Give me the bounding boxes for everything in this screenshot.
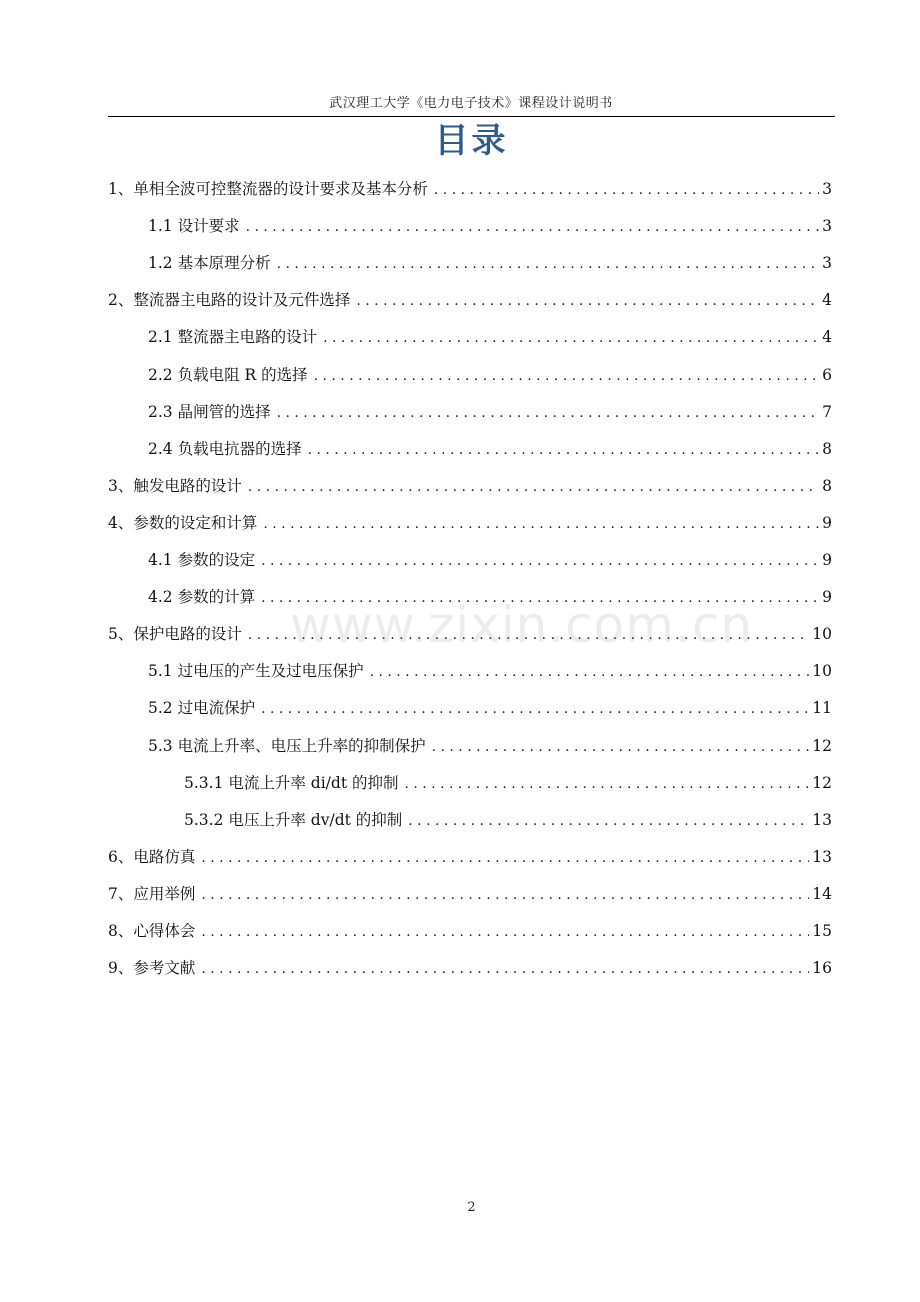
toc-entry[interactable] bbox=[148, 658, 832, 684]
toc-entry[interactable] bbox=[148, 324, 832, 350]
toc-entry-page: 12 bbox=[812, 736, 832, 755]
dot-leader bbox=[201, 882, 809, 908]
toc-entry-page: 13 bbox=[812, 810, 832, 829]
toc-entry-page: 3 bbox=[822, 180, 832, 198]
toc-entry-page: 11 bbox=[812, 699, 832, 718]
toc-entry[interactable] bbox=[108, 844, 832, 870]
toc-entry-page: 8 bbox=[822, 476, 832, 495]
toc-entry-label: 6、电路仿真 bbox=[108, 847, 196, 866]
toc-entry-page: 6 bbox=[822, 365, 832, 384]
toc-entry-page: 13 bbox=[812, 847, 832, 866]
dot-leader bbox=[248, 622, 809, 648]
dot-leader bbox=[248, 474, 819, 500]
toc-entry-page: 8 bbox=[822, 439, 832, 458]
dot-leader bbox=[404, 771, 809, 797]
toc-entry-page: 7 bbox=[822, 402, 832, 421]
dot-leader bbox=[408, 808, 809, 834]
dot-leader bbox=[323, 325, 819, 351]
dot-leader bbox=[277, 400, 820, 426]
toc-entry[interactable] bbox=[148, 695, 832, 721]
toc-entry-label: 4.2 参数的计算 bbox=[148, 588, 256, 607]
toc-entry-label: 8、心得体会 bbox=[108, 922, 196, 940]
toc-entry-label: 9、参考文献 bbox=[108, 959, 196, 978]
toc-title: 目录 bbox=[434, 121, 509, 161]
toc-entry[interactable] bbox=[148, 250, 832, 276]
toc-entry-page: 3 bbox=[822, 254, 832, 273]
dot-leader bbox=[201, 845, 809, 871]
toc-entry-label: 7、应用举例 bbox=[108, 884, 196, 903]
toc-entry-page: 9 bbox=[822, 513, 832, 532]
toc-entry[interactable] bbox=[108, 881, 832, 907]
toc-entry-page: 10 bbox=[812, 625, 832, 644]
dot-leader bbox=[201, 919, 809, 945]
toc-entry-label: 5.3.1 电流上升率 di/dt 的抑制 bbox=[184, 773, 399, 792]
dot-leader bbox=[356, 288, 819, 314]
toc-entry[interactable] bbox=[108, 621, 832, 647]
toc-entry-label: 2.2 负载电阻 R 的选择 bbox=[148, 365, 308, 384]
dot-leader bbox=[370, 659, 810, 685]
dot-leader bbox=[314, 363, 820, 389]
toc-entry-label: 5.2 过电流保护 bbox=[148, 699, 256, 718]
toc-entry-label: 1.1 设计要求 bbox=[148, 217, 240, 236]
toc-entry-page: 10 bbox=[812, 662, 832, 681]
toc-entry[interactable] bbox=[108, 176, 832, 202]
toc-entry-label: 5、保护电路的设计 bbox=[108, 625, 242, 644]
toc-entry-label: 3、触发电路的设计 bbox=[108, 476, 242, 495]
toc-entry-label: 2、整流器主电路的设计及元件选择 bbox=[108, 291, 351, 310]
toc-entry-label: 2.1 整流器主电路的设计 bbox=[148, 328, 318, 347]
dot-leader bbox=[261, 585, 819, 611]
toc-entry[interactable] bbox=[148, 547, 832, 573]
watermark: www.zixin.com.cn bbox=[290, 596, 754, 654]
toc-entry[interactable] bbox=[148, 362, 832, 388]
toc-entry-label: 1.2 基本原理分析 bbox=[148, 254, 271, 273]
toc-entry-label: 1、单相全波可控整流器的设计要求及基本分析 bbox=[108, 180, 428, 198]
dot-leader bbox=[246, 214, 820, 240]
running-header: 武汉理工大学《电力电子技术》课程设计说明书 bbox=[329, 96, 613, 111]
toc-entry-label: 5.1 过电压的产生及过电压保护 bbox=[148, 662, 364, 681]
dot-leader bbox=[263, 511, 819, 537]
toc-entry[interactable] bbox=[184, 807, 832, 833]
dot-leader bbox=[308, 437, 820, 463]
toc-entry[interactable] bbox=[148, 399, 832, 425]
toc-entry-page: 14 bbox=[812, 884, 832, 903]
toc-entry-label: 2.4 负载电抗器的选择 bbox=[148, 439, 302, 458]
dot-leader bbox=[432, 734, 810, 760]
toc-entry[interactable] bbox=[148, 733, 832, 759]
toc-entry-label: 2.3 晶闸管的选择 bbox=[148, 402, 271, 421]
toc-entry[interactable] bbox=[148, 436, 832, 462]
toc-entry[interactable] bbox=[108, 287, 832, 313]
toc-entry-page: 9 bbox=[822, 551, 832, 569]
toc-entry-page: 4 bbox=[822, 291, 832, 310]
toc-entry-label: 4.1 参数的设定 bbox=[148, 551, 256, 569]
dot-leader bbox=[434, 177, 819, 203]
dot-leader bbox=[261, 696, 809, 722]
toc-entry-page: 9 bbox=[822, 588, 832, 607]
toc-entry[interactable] bbox=[108, 510, 832, 536]
header-rule bbox=[108, 116, 835, 117]
toc-entry[interactable] bbox=[184, 770, 832, 796]
toc-entry-page: 15 bbox=[812, 922, 832, 940]
toc-entry[interactable] bbox=[148, 584, 832, 610]
toc-entry-label: 5.3.2 电压上升率 dv/dt 的抑制 bbox=[184, 810, 403, 829]
dot-leader bbox=[261, 548, 819, 574]
toc-entry-page: 4 bbox=[822, 328, 832, 347]
toc-entry-label: 4、参数的设定和计算 bbox=[108, 513, 258, 532]
toc-entry-label: 5.3 电流上升率、电压上升率的抑制保护 bbox=[148, 736, 426, 755]
toc-entry-page: 3 bbox=[822, 217, 832, 236]
toc-entry-page: 16 bbox=[812, 959, 832, 978]
dot-leader bbox=[277, 251, 820, 277]
page-number: 2 bbox=[467, 1200, 476, 1215]
toc-entry[interactable] bbox=[148, 213, 832, 239]
toc-entry[interactable] bbox=[108, 473, 832, 499]
toc-entry-page: 12 bbox=[812, 773, 832, 792]
toc-entry[interactable] bbox=[108, 955, 832, 981]
toc-entry[interactable] bbox=[108, 918, 832, 944]
dot-leader bbox=[201, 956, 809, 982]
